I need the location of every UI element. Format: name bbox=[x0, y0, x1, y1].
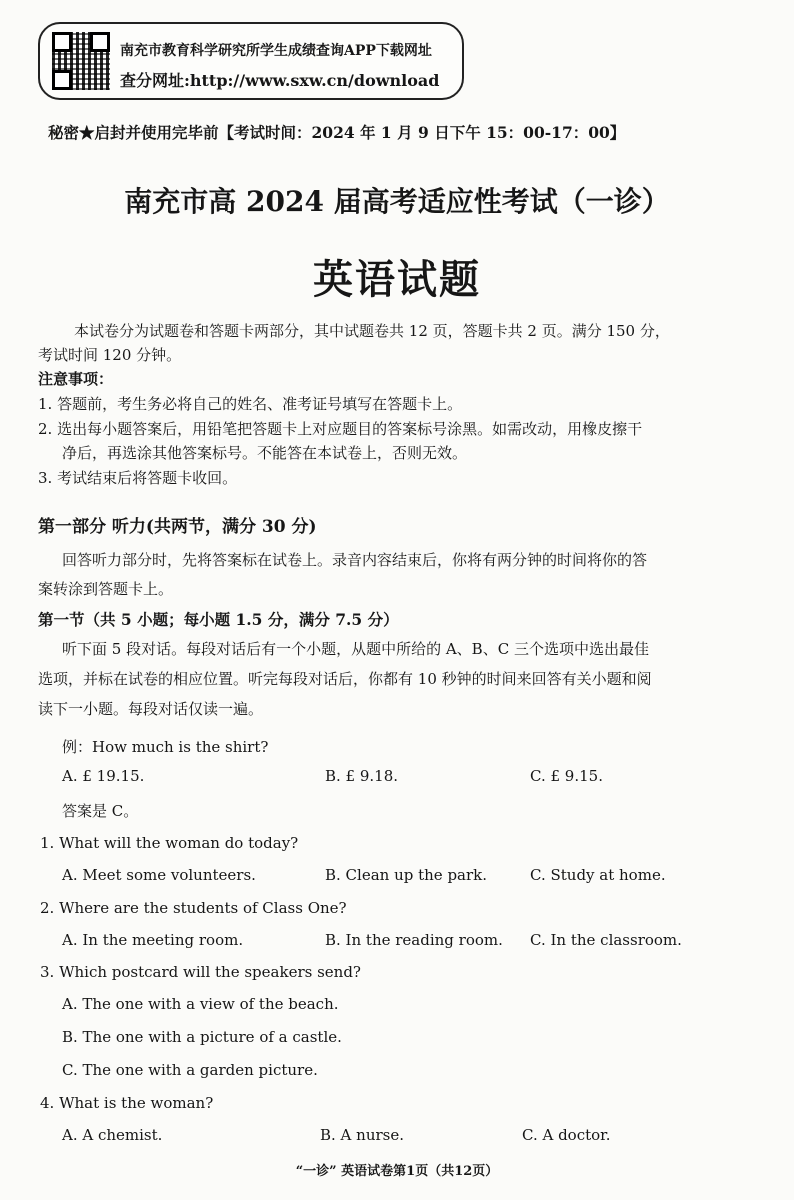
confidential-notice: 秘密★启封并使用完毕前【考试时间：2024 年 1 月 9 日下午 15：00-17：00】 bbox=[48, 123, 626, 142]
question-4-option-c[interactable]: C. A doctor. bbox=[522, 1126, 611, 1144]
exam-title: 南充市高 2024 届高考适应性考试（一诊） bbox=[124, 185, 670, 218]
example-question: 例：How much is the shirt? bbox=[62, 738, 269, 756]
example-option-b: B. £ 9.18. bbox=[325, 767, 399, 785]
note-item-1: 1. 答题前，考生务必将自己的姓名、准考证号填写在答题卡上。 bbox=[38, 395, 463, 413]
example-option-c: C. £ 9.15. bbox=[530, 767, 603, 785]
section1-para-line-2: 选项，并标在试卷的相应位置。听完每段对话后，你都有 10 秒钟的时间来回答有关小题和阅 bbox=[38, 670, 652, 688]
question-4-option-a[interactable]: A. A chemist. bbox=[62, 1126, 163, 1144]
question-1-option-a[interactable]: A. Meet some volunteers. bbox=[62, 866, 256, 884]
question-3-option-c[interactable]: C. The one with a garden picture. bbox=[62, 1061, 318, 1079]
question-2-option-b[interactable]: B. In the reading room. bbox=[325, 931, 503, 949]
note-item-2-line-1: 2. 选出每小题答案后，用铅笔把答题卡上对应题目的答案标号涂黑。如需改动，用橡皮擦干 bbox=[38, 420, 643, 438]
section1-heading: 第一节（共 5 小题；每小题 1.5 分，满分 7.5 分） bbox=[38, 610, 399, 629]
section1-para-line-1: 听下面 5 段对话。每段对话后有一个小题，从题中所给的 A、B、C 三个选项中选出最佳 bbox=[62, 640, 649, 658]
page-footer: “一诊” 英语试卷第1页（共12页） bbox=[295, 1164, 499, 1179]
part1-para-line-2: 案转涂到答题卡上。 bbox=[38, 580, 174, 598]
question-3: 3. Which postcard will the speakers send? bbox=[40, 963, 361, 981]
subject-title: 英语试题 bbox=[313, 256, 481, 303]
part1-heading: 第一部分 听力(共两节，满分 30 分) bbox=[38, 517, 317, 537]
note-item-2-line-2: 净后，再选涂其他答案标号。不能答在本试卷上，否则无效。 bbox=[62, 444, 468, 462]
question-2-option-c[interactable]: C. In the classroom. bbox=[530, 931, 682, 949]
section1-para-line-3: 读下一小题。每段对话仅读一遍。 bbox=[38, 700, 264, 718]
notes-heading: 注意事项： bbox=[38, 370, 114, 388]
intro-line-1: 本试卷分为试题卷和答题卡两部分，其中试题卷共 12 页，答题卡共 2 页。满分 150 分， bbox=[74, 322, 670, 340]
example-answer: 答案是 C。 bbox=[62, 802, 139, 820]
question-4: 4. What is the woman? bbox=[40, 1094, 214, 1112]
intro-line-2: 考试时间 120 分钟。 bbox=[38, 346, 182, 364]
download-info-title: 南充市教育科学研究所学生成绩查询APP下载网址 bbox=[120, 43, 432, 59]
question-2-option-a[interactable]: A. In the meeting room. bbox=[62, 931, 244, 949]
download-url[interactable]: 查分网址:http://www.sxw.cn/download bbox=[120, 71, 440, 90]
download-info-box bbox=[38, 22, 464, 100]
question-3-option-b[interactable]: B. The one with a picture of a castle. bbox=[62, 1028, 342, 1046]
question-1-option-c[interactable]: C. Study at home. bbox=[530, 866, 666, 884]
question-1-option-b[interactable]: B. Clean up the park. bbox=[325, 866, 488, 884]
question-4-option-b[interactable]: B. A nurse. bbox=[320, 1126, 404, 1144]
qr-code-icon[interactable] bbox=[52, 32, 110, 90]
part1-para-line-1: 回答听力部分时，先将答案标在试卷上。录音内容结束后，你将有两分钟的时间将你的答 bbox=[62, 551, 648, 569]
example-option-a: A. £ 19.15. bbox=[62, 767, 145, 785]
note-item-3: 3. 考试结束后将答题卡收回。 bbox=[38, 469, 238, 487]
question-1: 1. What will the woman do today? bbox=[40, 834, 299, 852]
question-2: 2. Where are the students of Class One? bbox=[40, 899, 347, 917]
question-3-option-a[interactable]: A. The one with a view of the beach. bbox=[62, 995, 339, 1013]
